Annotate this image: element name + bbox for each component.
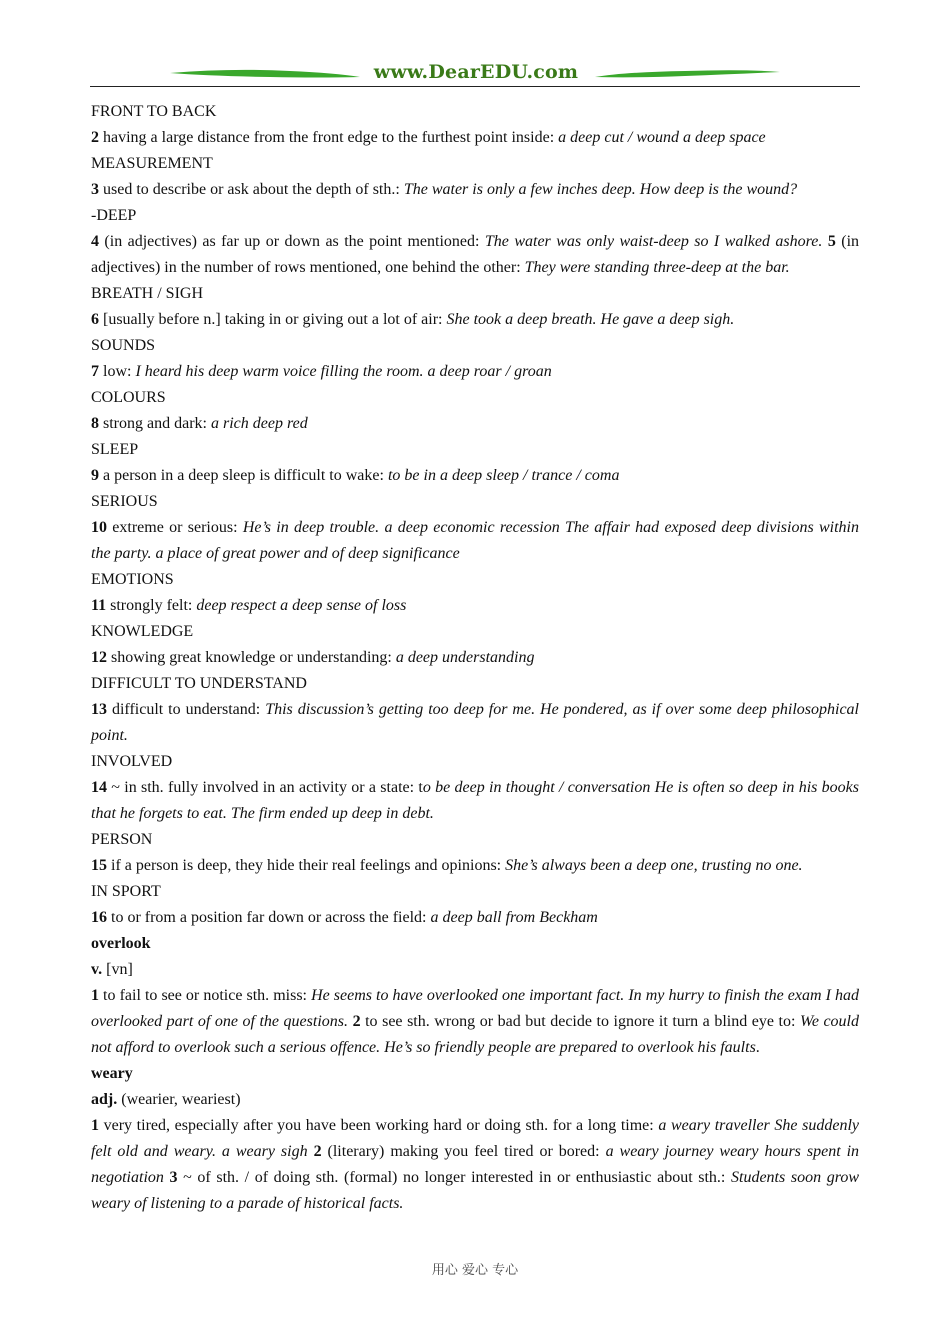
sense-example: a deep ball from Beckham: [430, 909, 598, 926]
grammar-note: [vn]: [102, 961, 133, 978]
sense-definition: (in adjectives) as far up or down as the point mentioned:: [99, 233, 485, 250]
section-heading: COLOURS: [91, 389, 166, 406]
sense-definition: (in adjectives) in the number of rows mentioned, one behind the other:: [91, 233, 860, 276]
sense-definition: to fail to see or notice sth. miss:: [99, 987, 312, 1004]
headword: weary: [91, 1065, 133, 1082]
sense-definition: difficult to understand:: [107, 701, 266, 718]
sense-11: [91, 593, 859, 619]
word-forms: (wearier, weariest): [117, 1091, 241, 1108]
sense-definition: (literary) making you feel tired or bored:: [321, 1143, 606, 1160]
sense-number: 6: [91, 311, 99, 328]
sense-6: [91, 307, 859, 333]
sense-definition: low:: [99, 363, 136, 380]
sense-3: [91, 177, 859, 203]
sense-number: 13: [91, 701, 107, 718]
section-heading: SERIOUS: [91, 493, 158, 510]
sense-definition: extreme or serious:: [107, 519, 243, 536]
sense-example: This discussion’s getting too deep for me. He pondered, as if over some deep philosophical point.: [91, 701, 859, 744]
sense-definition: having a large distance from the front edge to the furthest point inside:: [99, 129, 559, 146]
section-heading: -DEEP: [91, 207, 137, 224]
sense-example: The water was only waist-deep so I walked ashore.: [484, 233, 823, 250]
sense-example: The water is only a few inches deep. How deep is the wound?: [403, 181, 798, 198]
section-heading: INVOLVED: [91, 753, 173, 770]
sense-definition: [usually before n.] taking in or giving out a lot of air:: [99, 311, 447, 328]
pos-label: adj.: [91, 1091, 118, 1108]
sense-example: a deep understanding: [395, 649, 535, 666]
sense-example: to be in a deep sleep / trance / coma: [387, 467, 620, 484]
sense-definition: strong and dark:: [99, 415, 211, 432]
sense-number: 9: [91, 467, 99, 484]
sense-example: They were standing three-deep at the bar.: [524, 259, 790, 276]
sense-example: She’s always been a deep one, trusting no one.: [505, 857, 803, 874]
sense-example: a deep cut / wound a deep space: [558, 129, 766, 146]
sense-example: a weary traveller She suddenly felt old and weary. a weary sigh: [91, 1117, 860, 1160]
sense-number: 2: [352, 1013, 361, 1030]
sense-number: 4: [91, 233, 99, 250]
section-heading: KNOWLEDGE: [91, 623, 194, 640]
sense-example: He seems to have overlooked one important fact. In my hurry to finish the exam I had overlooked part of one of the questions.: [91, 987, 859, 1030]
sense-12: [91, 645, 859, 671]
sense-number: 5: [827, 233, 836, 250]
sense-number: 15: [91, 857, 107, 874]
section-heading: DIFFICULT TO UNDERSTAND: [91, 675, 307, 692]
weary-senses: [91, 1113, 859, 1217]
sense-example: a weary journey weary hours spent in negotiation: [91, 1143, 860, 1186]
section-heading: MEASUREMENT: [91, 155, 213, 172]
sense-definition: very tired, especially after you have been working hard or doing sth. for a long time:: [99, 1117, 659, 1134]
section-heading: SLEEP: [91, 441, 139, 458]
sense-number: 16: [91, 909, 107, 926]
site-logo: www.DearEDU.com: [373, 61, 579, 83]
sense-example: deep respect a deep sense of loss: [196, 597, 407, 614]
sense-number: 3: [91, 181, 99, 198]
section-heading: SOUNDS: [91, 337, 156, 354]
left-swoosh-decoration: [170, 69, 360, 78]
sense-14: [91, 775, 859, 827]
sense-10: [91, 515, 859, 567]
sense-number: 11: [91, 597, 107, 614]
sense-example: She took a deep breath. He gave a deep sigh.: [446, 311, 735, 328]
headword-overlook: [91, 931, 859, 957]
sense-9: [91, 463, 859, 489]
sense-number: 2: [313, 1143, 322, 1160]
sense-4-5: [91, 229, 859, 281]
headword-weary: [91, 1061, 859, 1087]
overlook-senses: [91, 983, 859, 1061]
sense-number: 7: [91, 363, 99, 380]
sense-number: 12: [91, 649, 107, 666]
header-rule: [90, 86, 860, 87]
sense-example: a rich deep red: [210, 415, 308, 432]
part-of-speech: [91, 957, 859, 983]
sense-number: 1: [91, 987, 99, 1004]
sense-number: 10: [91, 519, 107, 536]
sense-definition: ~ of sth. / of doing sth. (formal) no longer interested in or enthusiastic about sth.:: [177, 1169, 731, 1186]
sense-definition: used to describe or ask about the depth of sth.:: [99, 181, 404, 198]
sentence-end: .: [755, 1039, 760, 1056]
sense-definition: strongly felt:: [106, 597, 197, 614]
sense-15: [91, 853, 859, 879]
pos-label: v.: [91, 961, 103, 978]
sense-definition: to see sth. wrong or bad but decide to ignore it turn a blind eye to:: [360, 1013, 800, 1030]
sense-example: He’s in deep trouble. a deep economic recession The affair had exposed deep divisions within the party. a place of great power and of deep significance: [91, 519, 859, 562]
sense-definition: showing great knowledge or understanding:: [107, 649, 396, 666]
right-swoosh-decoration: [595, 69, 780, 78]
page-header: [90, 58, 860, 88]
sense-8: [91, 411, 859, 437]
sense-example: We could not afford to overlook such a serious offence. He’s so friendly people are prepared to overlook his faults: [91, 1013, 860, 1056]
section-heading: FRONT TO BACK: [91, 103, 217, 120]
section-heading: PERSON: [91, 831, 153, 848]
sense-7: [91, 359, 859, 385]
page-footer: 用心 爱心 专心: [431, 1263, 519, 1278]
section-heading: BREATH / SIGH: [91, 285, 204, 302]
sense-2: [91, 125, 859, 151]
sense-number: 3: [169, 1169, 178, 1186]
sense-definition: a person in a deep sleep is difficult to wake:: [99, 467, 388, 484]
sense-definition: to or from a position far down or across the field:: [107, 909, 431, 926]
part-of-speech: [91, 1087, 859, 1113]
sense-number: 1: [91, 1117, 99, 1134]
dictionary-content: [91, 99, 859, 1217]
sense-definition: if a person is deep, they hide their real feelings and opinions:: [107, 857, 506, 874]
sense-number: 14: [91, 779, 107, 796]
section-heading: IN SPORT: [91, 883, 161, 900]
section-heading: EMOTIONS: [91, 571, 174, 588]
sense-16: [91, 905, 859, 931]
headword: overlook: [91, 935, 151, 952]
sense-example: o be deep in thought / conversation He is often so deep in his books that he forgets to eat. The firm ended up deep in debt.: [91, 779, 859, 822]
sense-13: [91, 697, 859, 749]
sense-example: Students soon grow weary of listening to a parade of historical facts.: [91, 1169, 859, 1212]
sense-number: 8: [91, 415, 99, 432]
sense-example: I heard his deep warm voice filling the room. a deep roar / groan: [135, 363, 552, 380]
sense-definition: ~ in sth. fully involved in an activity or a state: t: [107, 779, 423, 796]
sense-number: 2: [91, 129, 99, 146]
